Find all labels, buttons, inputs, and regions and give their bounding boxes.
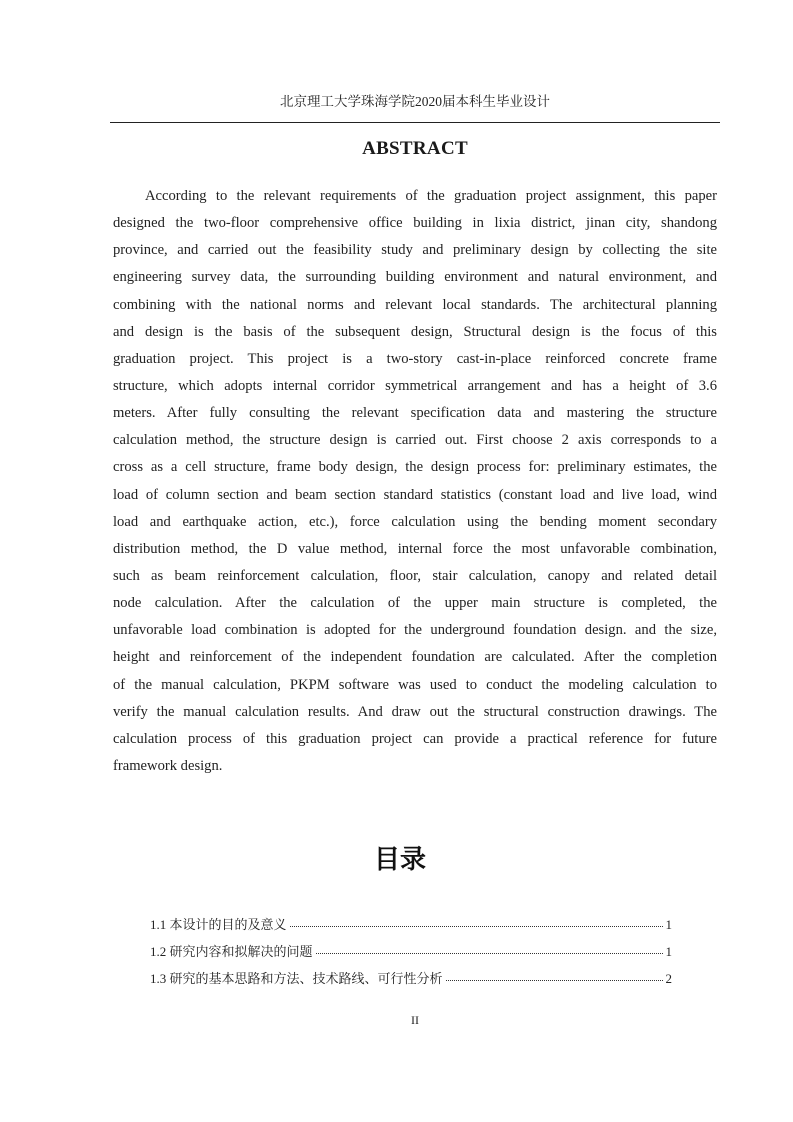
abstract-line: distribution method, the D value method, internal force the most unfavorable combination,: [113, 540, 717, 557]
abstract-line: combining with the national norms and relevant local standards. The architectural planning: [113, 296, 717, 313]
abstract-line: framework design.: [113, 757, 223, 774]
abstract-line: verify the manual calculation results. And draw out the structural construction drawings. The: [113, 703, 717, 720]
abstract-line: cross as a cell structure, frame body design, the design process for: preliminary estimates, the: [113, 459, 717, 476]
toc-entry-page: 1: [665, 944, 672, 959]
toc-entry-page: 1: [665, 917, 672, 932]
abstract-line: and design is the basis of the subsequent design, Structural design is the focus of this: [113, 323, 717, 340]
toc-entry-page: 2: [665, 971, 672, 986]
abstract-line: province, and carried out the feasibility study and preliminary design by collecting the site: [113, 242, 717, 259]
toc-entry[interactable]: [150, 941, 672, 968]
running-header: 北京理工大学珠海学院2020届本科生毕业设计: [280, 94, 550, 109]
abstract-line: node calculation. After the calculation of the upper main structure is completed, the: [113, 595, 717, 612]
abstract-line: load and earthquake action, etc.), force calculation using the bending moment secondary: [113, 513, 717, 530]
table-of-contents: [150, 914, 672, 995]
toc-entry-label: 1.1 本设计的目的及意义: [150, 917, 287, 932]
abstract-line: of the manual calculation, PKPM software was used to conduct the modeling calculation to: [113, 676, 717, 693]
toc-leader-dots: [316, 941, 663, 954]
toc-entry-label: 1.2 研究内容和拟解决的问题: [150, 944, 313, 959]
toc-entry-label: 1.3 研究的基本思路和方法、技术路线、可行性分析: [150, 971, 443, 986]
abstract-body: [113, 183, 717, 780]
abstract-line: unfavorable load combination is adopted for the underground foundation design. and the size,: [113, 622, 717, 639]
abstract-title: ABSTRACT: [362, 138, 468, 159]
abstract-line: calculation process of this graduation project can provide a practical reference for future: [113, 730, 717, 747]
abstract-line: engineering survey data, the surrounding building environment and natural environment, and: [113, 269, 717, 286]
toc-leader-dots: [446, 968, 663, 981]
abstract-line: According to the relevant requirements of the graduation project assignment, this paper: [145, 188, 717, 204]
abstract-line: calculation method, the structure design is carried out. First choose 2 axis corresponds to a: [113, 432, 717, 449]
abstract-line: height and reinforcement of the independent foundation are calculated. After the completion: [113, 649, 717, 666]
toc-entry[interactable]: [150, 914, 672, 941]
page-number: II: [411, 1013, 419, 1027]
header-rule: [110, 122, 720, 123]
abstract-line: structure, which adopts internal corridor symmetrical arrangement and has a height of 3.6: [113, 377, 717, 394]
toc-entry[interactable]: [150, 968, 672, 995]
abstract-line: designed the two-floor comprehensive office building in lixia district, jinan city, shandong: [113, 215, 717, 232]
abstract-line: load of column section and beam section standard statistics (constant load and live load, wind: [113, 486, 717, 503]
abstract-line: graduation project. This project is a two-story cast-in-place reinforced concrete frame: [113, 350, 717, 367]
abstract-line: meters. After fully consulting the relevant specification data and mastering the structure: [113, 405, 717, 422]
abstract-line: such as beam reinforcement calculation, floor, stair calculation, canopy and related detail: [113, 567, 717, 584]
toc-title: 目录: [373, 845, 426, 875]
toc-leader-dots: [290, 914, 663, 927]
